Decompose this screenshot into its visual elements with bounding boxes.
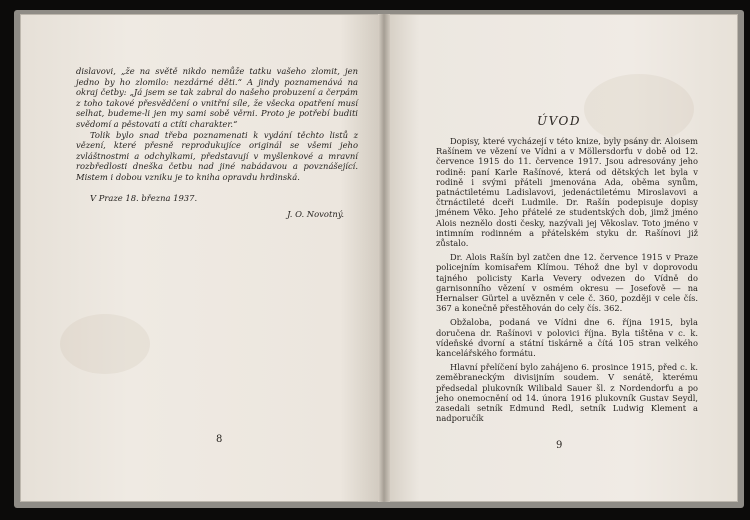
book-gutter <box>378 14 390 502</box>
right-paragraph-1: Dopisy, které vycházejí v této knize, byly psány dr. Aloisem Rašínem ve vězení ve Vídni a v Möllersdorfu v době od 12. července 1915 do 11. července 1917. Jsou adresovány jeho rodině: paní Karle Rašínové, která od dětských let byla v rodině i svými přáteli jmenována Ada, oběma synům, patnáctiletému Ladislavovi, jedenáctiletému Miroslavovi a čtrnáctileté dceři Ludmile. Dr. Rašín podepisuje dopisy jménem Věko. Jeho přátelé ze studentských dob, jimž jméno Alois neznělo dosti česky, nazývali jej Věkoslav. Toto jméno v intimním rodinném a přátelském styku dr. Rašínovi již zůstalo. <box>436 136 698 249</box>
right-page-text <box>436 136 698 427</box>
right-page <box>384 14 738 502</box>
left-paragraph-1: dislavovi, „že na světě nikdo nemůže tatku vašeho zlomit, jen jedno by ho zlomilo: nezdárné děti.“ A jindy poznamenává na okraj četby: „Já jsem se tak zabral do našeho probuzení a čerpám z toho takové přesvědčení o vnitřní síle, že všecka opatření musí selhat, budeme-li jen my sami sobě věrni. Proto je potřebí buditi svědomí a pěstovati a ctíti charakter.“ <box>76 66 358 129</box>
page-number-left: 8 <box>216 434 223 445</box>
right-paragraph-2: Dr. Alois Rašín byl zatčen dne 12. července 1915 v Praze policejním komisařem Klímou. Téhož dne byl v doprovodu tajného policisty Karla Vevery odvezen do Vídně do garnisonního vězení v osmém okresu — Josefově — na Hernalser Gürtel a uvězněn v cele č. 360, později v cele čís. 367 a konečně přestěhován do cely čís. 362. <box>436 252 698 314</box>
left-paragraph-2: Tolik bylo snad třeba poznamenati k vydání těchto listů z vězení, které přesně reprodukujíce originál se všemi jeho zvláštnostmi a odchylkami, představují v myšlenkové a mravní rozbředlosti dneška četbu nad jiné nabádavou a povznášející. Mistem i dobou vzniku je to kniha opravdu hrdinská. <box>76 129 358 182</box>
date-line: V Praze 18. března 1937. <box>90 192 198 203</box>
signature: J. O. Novotný. <box>287 209 344 220</box>
page-number-right: 9 <box>556 440 563 451</box>
right-paragraph-4: Hlavní přelíčení bylo zahájeno 6. prosince 1915, před c. k. zeměbraneckým divisijním soudem. V senátě, kterému předsedal plukovník Wilibald Sauer šl. z Nordendorfu a po jeho onemocnění od 14. února 1916 plukovník Gustav Seydl, zasedali setník Edmund Redl, setník Ludwig Klement a nadporučík <box>436 362 698 424</box>
chapter-heading: ÚVOD <box>536 114 582 128</box>
left-page <box>20 14 384 502</box>
right-paragraph-3: Obžaloba, podaná ve Vídni dne 6. října 1915, byla doručena dr. Rašínovi v polovici října. Byla tištěna v c. k. vídeňské dvorní a státní tiskárně a čítá 105 stran velkého kancelářského formátu. <box>436 317 698 359</box>
open-book <box>20 14 738 502</box>
left-page-text <box>76 66 358 220</box>
